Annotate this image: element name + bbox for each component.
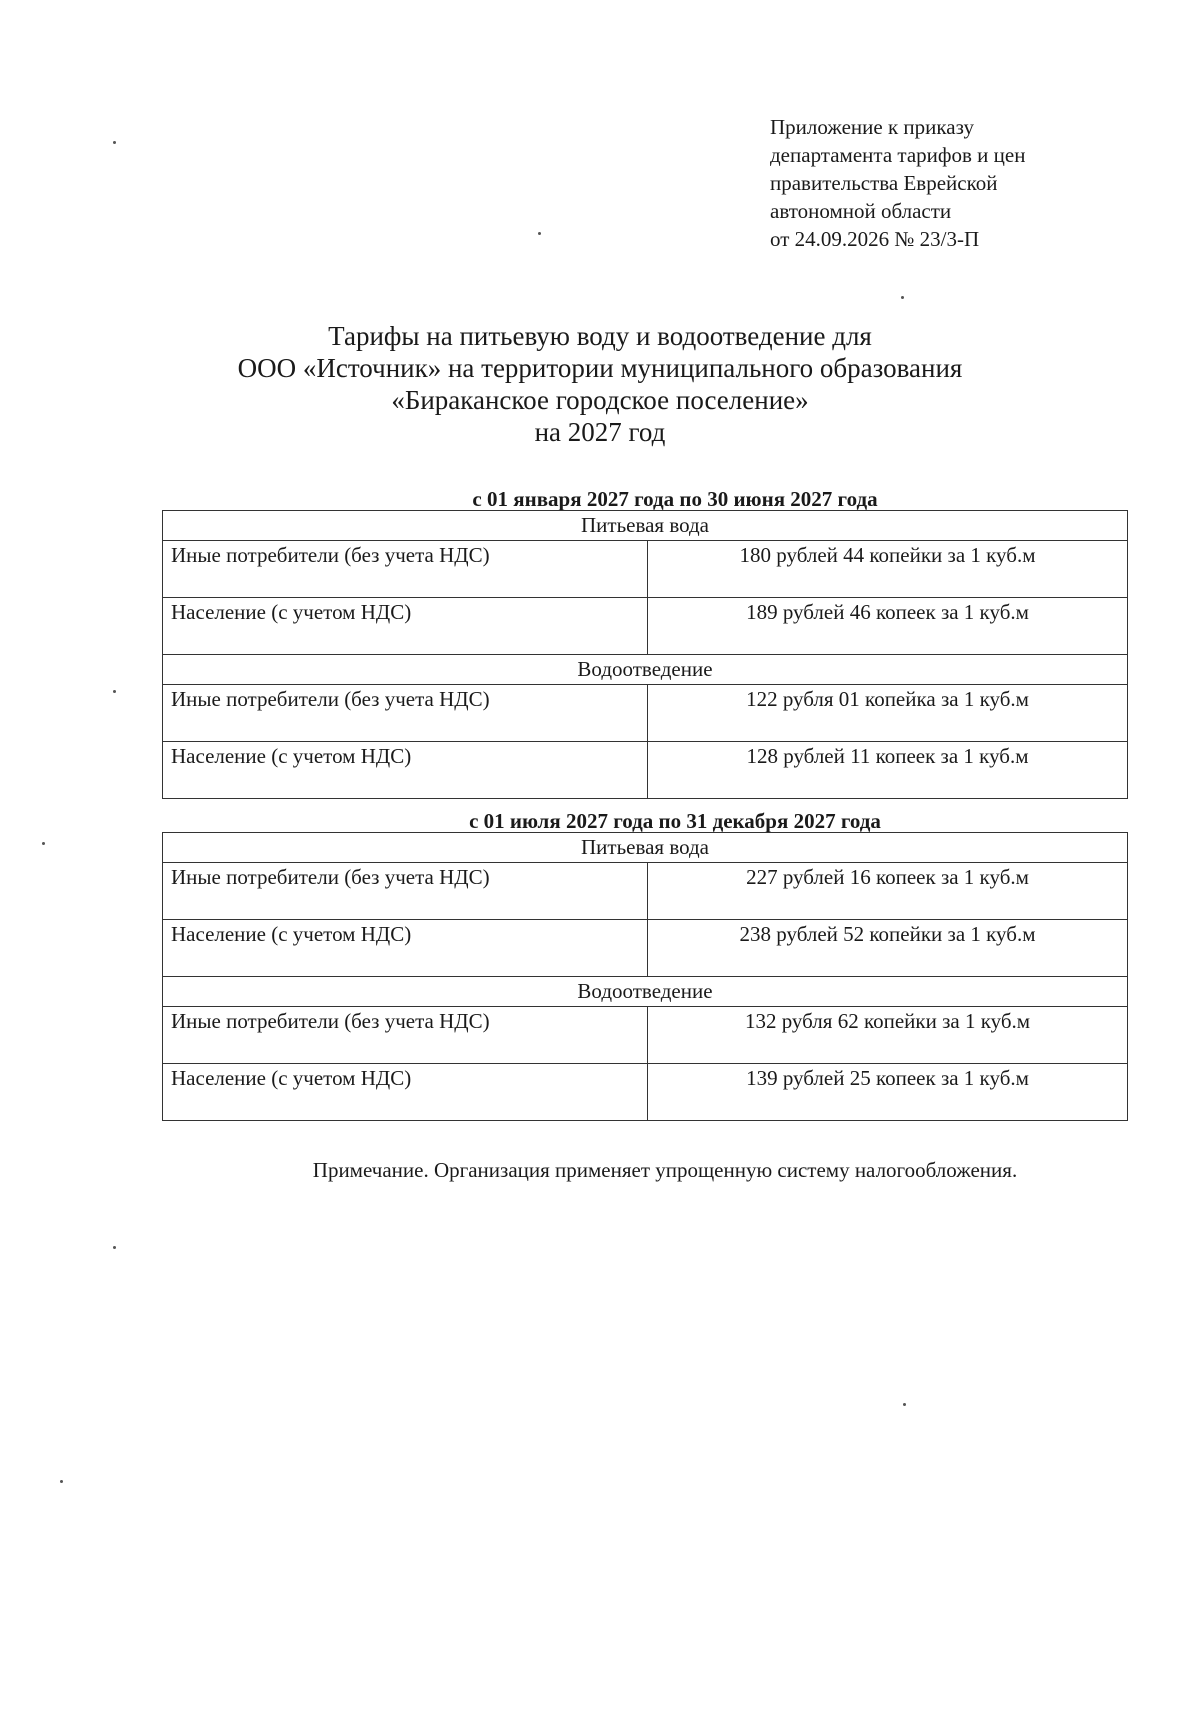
section-header-row [163,977,1128,1007]
section-title: Водоотведение [163,977,1128,1007]
table-row [163,742,1128,799]
section-header-row [163,511,1128,541]
tariff-table [162,832,1128,1121]
consumer-category-cell: Население (с учетом НДС) [163,920,648,977]
table-row [163,1007,1128,1064]
header-line: Приложение к приказу [770,115,974,139]
tariff-value-cell: 128 рублей 11 копеек за 1 куб.м [648,742,1128,799]
tariff-value-cell: 132 рубля 62 копейки за 1 куб.м [648,1007,1128,1064]
footnote: Примечание. Организация применяет упрощенную систему налогообложения. [312,1158,1018,1182]
section-header-row [163,833,1128,863]
consumer-category-cell: Иные потребители (без учета НДС) [163,541,648,598]
scan-speck [113,690,116,693]
tariff-value-cell: 139 рублей 25 копеек за 1 куб.м [648,1064,1128,1121]
header-line: правительства Еврейской [770,171,998,195]
table-row [163,920,1128,977]
appendix-header [770,113,1130,253]
table-row [163,1064,1128,1121]
table-row [163,685,1128,742]
tariff-value-cell: 238 рублей 52 копейки за 1 куб.м [648,920,1128,977]
tariff-value-cell: 189 рублей 46 копеек за 1 куб.м [648,598,1128,655]
title-line: ООО «Источник» на территории муниципального образования [237,353,963,383]
consumer-category-cell: Иные потребители (без учета НДС) [163,863,648,920]
title-line: «Бираканское городское поселение» [391,385,809,415]
consumer-category-cell: Население (с учетом НДС) [163,1064,648,1121]
tariff-value-cell: 180 рублей 44 копейки за 1 куб.м [648,541,1128,598]
scan-speck [60,1480,63,1483]
tariff-value-cell: 122 рубля 01 копейка за 1 куб.м [648,685,1128,742]
consumer-category-cell: Иные потребители (без учета НДС) [163,1007,648,1064]
section-title: Питьевая вода [163,511,1128,541]
consumer-category-cell: Иные потребители (без учета НДС) [163,685,648,742]
table-row [163,598,1128,655]
scan-speck [538,232,541,235]
consumer-category-cell: Население (с учетом НДС) [163,742,648,799]
header-line: департамента тарифов и цен [770,143,1026,167]
scan-speck [903,1403,906,1406]
scan-speck [901,296,904,299]
section-title: Водоотведение [163,655,1128,685]
tariff-value-cell: 227 рублей 16 копеек за 1 куб.м [648,863,1128,920]
header-line: автономной области [770,199,952,223]
table-row [163,863,1128,920]
title-line: Тарифы на питьевую воду и водоотведение для [328,321,872,351]
table-row [163,541,1128,598]
title-line: на 2027 год [534,417,666,447]
consumer-category-cell: Население (с учетом НДС) [163,598,648,655]
section-header-row [163,655,1128,685]
scan-speck [42,842,45,845]
period-heading: с 01 января 2027 года по 30 июня 2027 года [472,487,878,511]
header-order-number: от 24.09.2026 № 23/3-П [770,227,980,251]
tariff-table [162,510,1128,799]
scan-speck [113,1246,116,1249]
scan-speck [113,141,116,144]
section-title: Питьевая вода [163,833,1128,863]
document-title [150,320,1050,448]
period-heading: с 01 июля 2027 года по 31 декабря 2027 года [469,809,881,833]
